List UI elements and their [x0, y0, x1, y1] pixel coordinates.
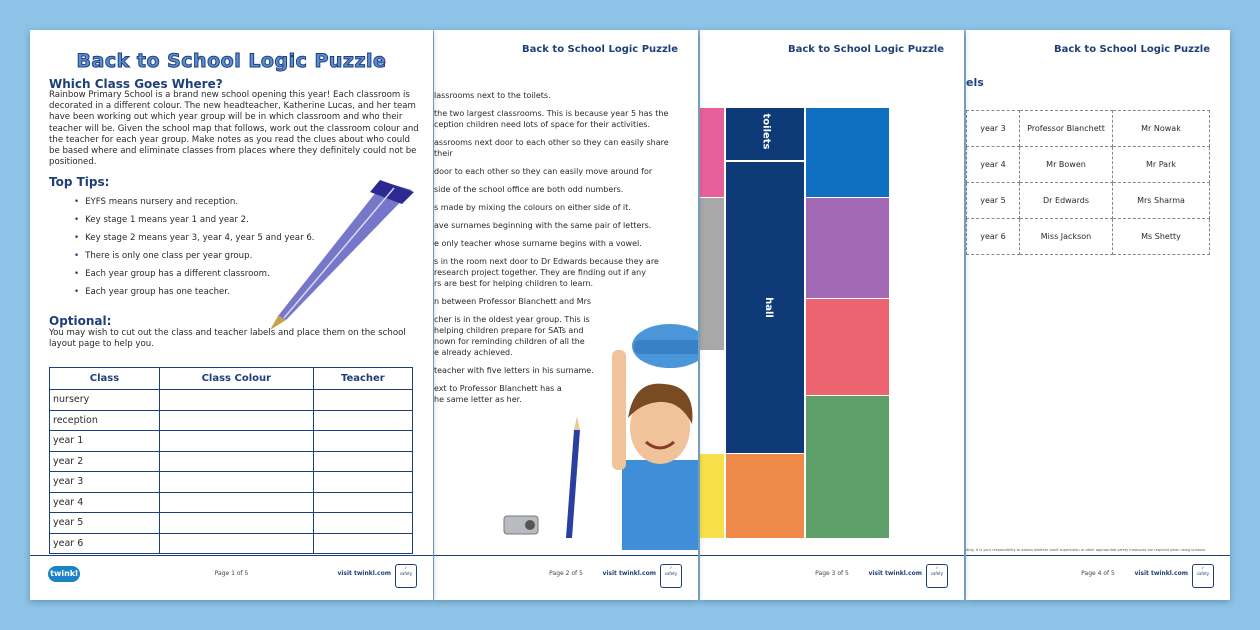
- page-2: [434, 30, 698, 600]
- tip-item: • Key stage 2 means year 3, year 4, year 5 and year 6.: [74, 229, 315, 247]
- room-hall: [726, 162, 804, 453]
- clue-item: cher is in the oldest year group. This is helping children prepare for SATs and nown for reminding children of all the e already achieved.: [434, 315, 590, 357]
- clue-item: s in the room next door to Dr Edwards because they are research project together. They are finding out if any rs are best for helping children to learn.: [434, 257, 659, 288]
- class-name-cell: reception: [50, 410, 160, 431]
- toilets-label: toilets: [760, 113, 772, 150]
- site-link[interactable]: visit twinkl.com: [1134, 570, 1188, 577]
- teacher-input[interactable]: [313, 451, 412, 472]
- teacher-input[interactable]: [313, 431, 412, 452]
- teacher-label[interactable]: Mr Bowen: [1020, 147, 1113, 183]
- clue-item: assrooms next door to each other so they can easily share their: [434, 138, 669, 158]
- room-grey: [700, 198, 724, 350]
- room-green: [806, 396, 889, 538]
- page-number: Page 1 of 5: [214, 570, 249, 577]
- class-colour-input[interactable]: [159, 390, 313, 411]
- tip-item: • EYFS means nursery and reception.: [74, 193, 315, 211]
- pencil-sharpener-icon: [504, 516, 538, 534]
- teacher-label[interactable]: Mrs Sharma: [1113, 183, 1210, 219]
- page-4-footer: [966, 555, 1230, 600]
- label-row: [967, 183, 1210, 219]
- table-row: [50, 431, 413, 452]
- page-title: Back to School Logic Puzzle: [76, 50, 387, 72]
- teacher-input[interactable]: [313, 492, 412, 513]
- site-link[interactable]: visit twinkl.com: [337, 570, 391, 577]
- teacher-label[interactable]: Professor Blanchett: [1020, 111, 1113, 147]
- room-orange: [726, 454, 804, 538]
- hall-label: hall: [762, 297, 774, 318]
- table-row: [50, 451, 413, 472]
- labels-heading: els: [966, 76, 984, 89]
- room-red: [806, 299, 889, 395]
- pencil-icon: [566, 416, 580, 538]
- class-colour-input[interactable]: [159, 472, 313, 493]
- room-yellow: [700, 454, 724, 538]
- teacher-label[interactable]: Miss Jackson: [1020, 219, 1113, 255]
- clue-item: n between Professor Blanchett and Mrs: [434, 297, 592, 306]
- class-name-cell: year 2: [50, 451, 160, 472]
- class-colour-input[interactable]: [159, 431, 313, 452]
- class-label[interactable]: year 5: [967, 183, 1020, 219]
- clue-item: the two largest classrooms. This is because year 5 has the ception children need lots of space for their activities.: [434, 109, 669, 129]
- room-blue: [806, 108, 889, 197]
- class-label[interactable]: year 3: [967, 111, 1020, 147]
- intro-paragraph: Rainbow Primary School is a brand new school opening this year! Each classroom is decorated in a different colour. The new headteacher, Katherine Lucas, and her team have been working out which year group will be in which classroom and who their teacher will be. Given the school map that follows, work out the classroom colour and the teacher for each year group. Make notes as you read the clues about who could be based where and eliminate classes from places where they definitely could not be positioned.: [49, 90, 419, 168]
- safety-badge-icon: ✓ safety: [926, 564, 948, 588]
- clue-item: lassrooms next to the toilets.: [434, 91, 551, 100]
- optional-text: You may wish to cut out the class and teacher labels and place them on the school layout page to help you.: [49, 328, 406, 350]
- class-colour-input[interactable]: [159, 410, 313, 431]
- class-label[interactable]: year 4: [967, 147, 1020, 183]
- teacher-input[interactable]: [313, 533, 412, 554]
- teacher-label[interactable]: Dr Edwards: [1020, 183, 1113, 219]
- clue-item: teacher with five letters in his surname.: [434, 366, 594, 375]
- clue-item: side of the school office are both odd numbers.: [434, 185, 624, 194]
- teacher-input[interactable]: [313, 513, 412, 534]
- twinkl-logo[interactable]: twinkl: [48, 566, 80, 582]
- clue-item: ext to Professor Blanchett has a he same letter as her.: [434, 384, 562, 404]
- tip-item: • Key stage 1 means year 1 and year 2.: [74, 211, 315, 229]
- page-3: [700, 30, 964, 600]
- class-name-cell: year 4: [50, 492, 160, 513]
- teacher-label[interactable]: Mr Nowak: [1113, 111, 1210, 147]
- tips-heading: Top Tips:: [49, 175, 110, 189]
- table-row: [50, 513, 413, 534]
- page-3-footer: [700, 555, 964, 600]
- table-row: [50, 390, 413, 411]
- room-purple: [806, 198, 889, 298]
- site-link[interactable]: visit twinkl.com: [602, 570, 656, 577]
- site-link[interactable]: visit twinkl.com: [868, 570, 922, 577]
- puzzle-heading: Which Class Goes Where?: [49, 77, 223, 91]
- page-2-header: Back to School Logic Puzzle: [522, 44, 678, 55]
- pen-icon: [266, 180, 416, 330]
- class-name-cell: year 6: [50, 533, 160, 554]
- boy-icon: [612, 324, 698, 550]
- page-number: Page 2 of 5: [549, 570, 583, 577]
- class-colour-input[interactable]: [159, 513, 313, 534]
- tip-item: • Each year group has a different classroom.: [74, 265, 315, 283]
- class-label[interactable]: year 6: [967, 219, 1020, 255]
- safety-badge-icon: ✓ safety: [1192, 564, 1214, 588]
- label-row: [967, 219, 1210, 255]
- table-row: [50, 533, 413, 554]
- column-header-class-colour: Class Colour: [159, 368, 313, 390]
- page-number: Page 4 of 5: [1081, 570, 1115, 577]
- teacher-labels-table: [966, 110, 1210, 255]
- label-row: [967, 147, 1210, 183]
- clue-item: s made by mixing the colours on either side of it.: [434, 203, 631, 212]
- room-toilets: [726, 108, 804, 160]
- class-name-cell: nursery: [50, 390, 160, 411]
- room-pink: [700, 108, 724, 197]
- class-name-cell: year 1: [50, 431, 160, 452]
- teacher-input[interactable]: [313, 410, 412, 431]
- clue-item: ave surnames beginning with the same pair of letters.: [434, 221, 652, 230]
- clue-item: door to each other so they can easily move around for: [434, 167, 653, 176]
- page-4: [966, 30, 1230, 600]
- tip-item: • There is only one class per year group.: [74, 247, 315, 265]
- page-3-header: Back to School Logic Puzzle: [788, 44, 944, 55]
- page-1: [30, 30, 433, 600]
- boy-with-hat-illustration: [474, 320, 698, 550]
- table-row: [50, 492, 413, 513]
- class-name-cell: year 3: [50, 472, 160, 493]
- teacher-label[interactable]: Mr Park: [1113, 147, 1210, 183]
- table-row: [50, 410, 413, 431]
- school-map: [700, 108, 964, 538]
- class-answer-table: [49, 367, 413, 554]
- scissors-disclaimer: ding. It is your responsibility to assess whether adult supervision or other appropriate safety measures are required when using scissors.: [966, 548, 1207, 552]
- class-colour-input[interactable]: [159, 451, 313, 472]
- optional-heading: Optional:: [49, 314, 112, 328]
- table-row: [50, 472, 413, 493]
- class-colour-input[interactable]: [159, 533, 313, 554]
- column-header-class: Class: [50, 368, 160, 390]
- page-1-footer: [30, 555, 433, 600]
- tip-item: • Each year group has one teacher.: [74, 283, 315, 301]
- column-header-teacher: Teacher: [313, 368, 412, 390]
- label-row: [967, 111, 1210, 147]
- teacher-input[interactable]: [313, 390, 412, 411]
- page-number: Page 3 of 5: [815, 570, 849, 577]
- page-2-footer: [434, 555, 698, 600]
- page-4-header: Back to School Logic Puzzle: [1054, 44, 1210, 55]
- safety-badge-icon: ✓ safety: [660, 564, 682, 588]
- class-name-cell: year 5: [50, 513, 160, 534]
- teacher-label[interactable]: Ms Shetty: [1113, 219, 1210, 255]
- safety-badge-icon: ✓ safety: [395, 564, 417, 588]
- clue-item: e only teacher whose surname begins with a vowel.: [434, 239, 642, 248]
- teacher-input[interactable]: [313, 472, 412, 493]
- class-colour-input[interactable]: [159, 492, 313, 513]
